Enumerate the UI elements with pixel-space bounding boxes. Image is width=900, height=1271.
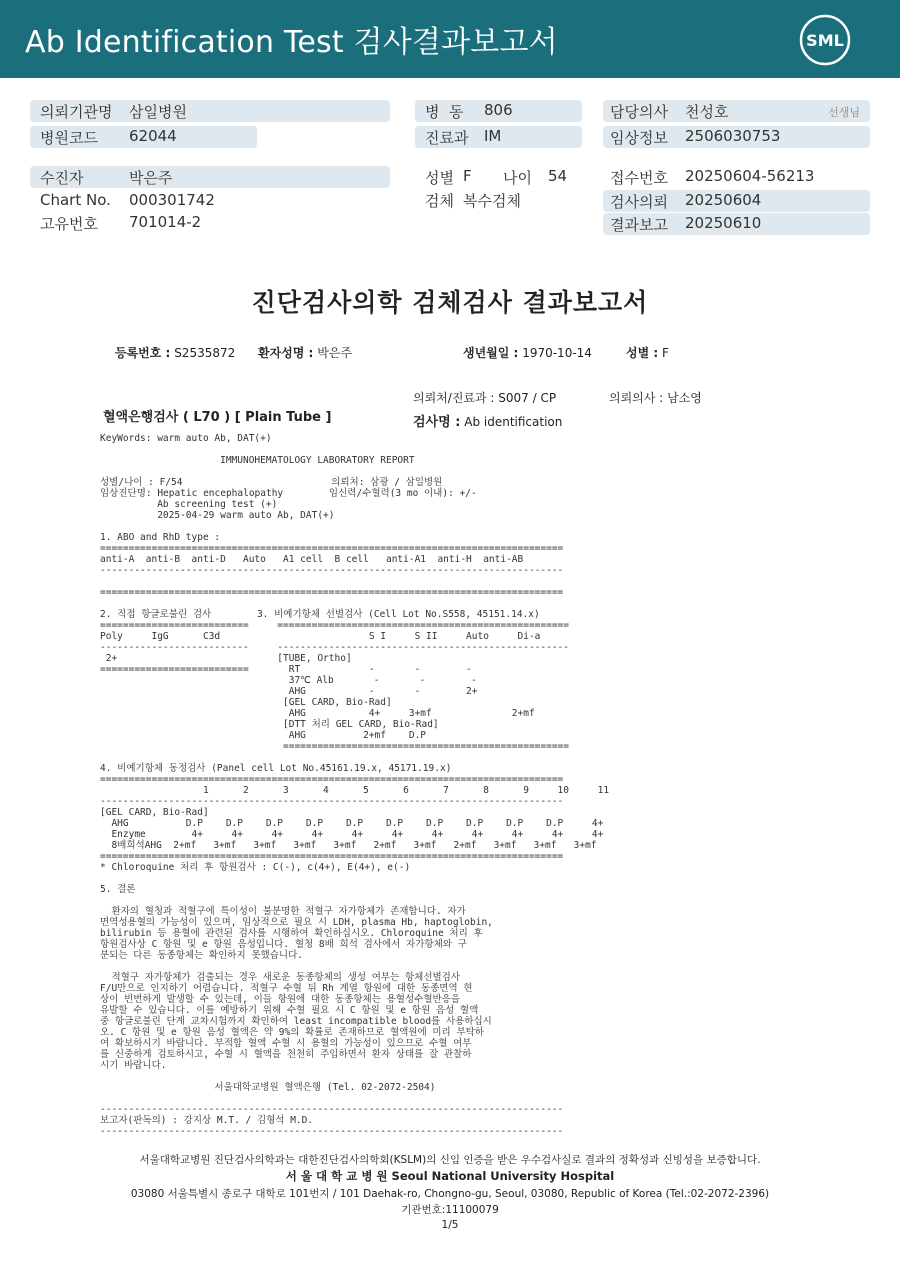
- sex-doc-label: 성별 :: [626, 346, 659, 360]
- report-line: =================================================================================: [100, 543, 564, 554]
- hospital-code-label: 병원코드: [40, 129, 98, 147]
- report-line: [100, 873, 609, 884]
- uid-value: 701014-2: [129, 213, 202, 231]
- doctor-line-value: 남소영: [667, 391, 702, 405]
- report-line: anti-A anti-B anti-D Auto A1 cell B cell anti-A1 anti-H anti-AB: [100, 554, 524, 565]
- footer-address: 03080 서울특별시 종로구 대학로 101번지 / 101 Daehak-ro, Chongno-gu, Seoul, 03080, Republic of Korea (Tel.:02-2072-2396): [130, 1188, 770, 1200]
- report-date-field: [603, 213, 870, 235]
- report-line: [GEL CARD, Bio-Rad]: [100, 807, 209, 818]
- report-line: ========================== RT - - -: [100, 664, 472, 675]
- report-line: [100, 961, 609, 972]
- clinical-label: 임상정보: [610, 129, 668, 147]
- report-line: [100, 1071, 609, 1082]
- report-line: 1 2 3 4 5 6 7 8 9 10 11: [100, 785, 610, 796]
- report-line: =================================================================================: [100, 774, 564, 785]
- sex-age-field: [415, 166, 582, 188]
- report-line: ---------------------------------------------------------------------------------: [100, 565, 564, 576]
- dept-line-value: S007 / CP: [498, 391, 557, 405]
- patient-value: 박은주: [129, 169, 173, 187]
- doctor-label: 담당의사: [610, 103, 668, 121]
- report-line: 상이 빈번하게 발생할 수 있는데, 이들 항원에 대한 동종항체는 용혈성수혈반응을: [100, 994, 461, 1005]
- report-line: [100, 466, 609, 477]
- page-number: 1/5: [441, 1219, 459, 1231]
- report-line: 서울대학교병원 혈액은행 (Tel. 02-2072-2504): [100, 1082, 436, 1093]
- report-line: 2. 직접 항글로불린 검사 3. 비예기항체 선별검사 (Cell Lot No.S558, 45151.14.x): [100, 609, 540, 620]
- report-line: 를 신중하게 검토하시고, 수혈 시 혈액을 천천히 주입하면서 환자 상태를 잘 관찰하: [100, 1049, 472, 1060]
- uid-field: [30, 212, 390, 234]
- receipt-label: 접수번호: [610, 169, 668, 187]
- report-line: ---------------------------------------------------------------------------------: [100, 796, 564, 807]
- request-value: 20250604: [685, 191, 762, 209]
- specimen-field: [415, 189, 582, 211]
- report-line: 항원검사상 C 항원 및 e 항원 음성입니다. 혈청 8배 희석 검사에서 자가항체와 구: [100, 939, 467, 950]
- report-line: Ab screening test (+): [100, 499, 278, 510]
- reg-value: S2535872: [174, 346, 236, 360]
- report-line: AHG 4+ 3+mf 2+mf: [100, 708, 535, 719]
- dob-line: [463, 344, 592, 361]
- test-name-label: 검사명 :: [413, 415, 461, 430]
- report-line: 1. ABO and RhD type :: [100, 532, 221, 543]
- ward-field: [415, 100, 582, 122]
- report-line: 4. 비예기항체 동정검사 (Panel cell Lot No.45161.19.x, 45171.19.x): [100, 763, 452, 774]
- chart-value: 000301742: [129, 191, 215, 209]
- sex-value: F: [463, 167, 472, 185]
- patient-line: [115, 344, 235, 361]
- report-body: [100, 433, 609, 1137]
- doctor-value: 천성호: [685, 103, 729, 121]
- report-line: [100, 444, 609, 455]
- report-line: AHG 2+mf D.P: [100, 730, 427, 741]
- hospital-code-value: 62044: [129, 127, 177, 145]
- report-line: 여 확보하시기 바랍니다. 부적합 혈액 수혈 시 용혈의 가능성이 있으므로 수혈 여부: [100, 1038, 472, 1049]
- report-line: 2025-04-29 warm auto Ab, DAT(+): [100, 510, 335, 521]
- report-line: 2+ [TUBE, Ortho]: [100, 653, 352, 664]
- report-line: ==================================================: [100, 741, 569, 752]
- report-line: =================================================================================: [100, 851, 564, 862]
- dept-value: IM: [484, 127, 502, 145]
- institution-value: 삼일병원: [129, 103, 187, 121]
- name-line: [258, 344, 352, 361]
- footer-institution-no: 기관번호:11100079: [401, 1204, 499, 1216]
- report-line: Enzyme 4+ 4+ 4+ 4+ 4+ 4+ 4+ 4+ 4+ 4+ 4+: [100, 829, 604, 840]
- report-line: AHG D.P D.P D.P D.P D.P D.P D.P D.P D.P D.P 4+: [100, 818, 604, 829]
- report-line: 시기 바랍니다.: [100, 1060, 167, 1071]
- specimen-value: 복수검체: [463, 192, 521, 210]
- report-line: IMMUNOHEMATOLOGY LABORATORY REPORT: [100, 455, 415, 466]
- sex-doc-value: F: [662, 346, 669, 360]
- dept-line-label: 의뢰처/진료과 :: [413, 391, 495, 405]
- name-label: 환자성명 :: [258, 346, 314, 360]
- dob-value: 1970-10-14: [522, 346, 592, 360]
- report-line: [100, 598, 609, 609]
- report-line: 분되는 다른 동종항체는 확인하지 못했습니다.: [100, 950, 303, 961]
- report-line: ---------------------------------------------------------------------------------: [100, 1126, 564, 1137]
- report-line: 8배희석AHG 2+mf 3+mf 3+mf 3+mf 3+mf 2+mf 3+mf 2+mf 3+mf 3+mf 3+mf: [100, 840, 597, 851]
- report-line: F/U만으로 인지하기 어렵습니다. 적혈구 수혈 뒤 Rh 계열 항원에 대한 동종면역 현: [100, 983, 473, 994]
- institution-label: 의뢰기관명: [40, 103, 113, 121]
- report-line: [100, 1093, 609, 1104]
- report-line: 면역성용혈의 가능성이 있으며, 임상적으로 필요 시 LDH, plasma Hb, haptoglobin,: [100, 917, 493, 928]
- reg-label: 등록번호 :: [115, 346, 171, 360]
- age-label: 나이: [503, 169, 532, 187]
- ward-label: 병 동: [425, 103, 464, 121]
- report-date-value: 20250610: [685, 214, 762, 232]
- doctor-line-label: 의뢰의사 :: [609, 391, 664, 405]
- chart-field: [30, 190, 390, 212]
- header-bar: [0, 0, 900, 78]
- report-line: * Chloroquine 처리 후 항원검사 : C(-), c(4+), E(4+), e(-): [100, 862, 411, 873]
- hospital-code-field: [30, 126, 257, 148]
- request-label: 검사의뢰: [610, 193, 668, 211]
- doctor-line: [609, 389, 702, 406]
- report-line: 유발할 수 있습니다. 이를 예방하기 위해 수혈 필요 시 C 항원 및 e 항원 음성 혈액: [100, 1005, 479, 1016]
- report-line: [100, 576, 609, 587]
- report-line: -------------------------- ---------------------------------------------------: [100, 642, 569, 653]
- chart-label: Chart No.: [40, 191, 111, 209]
- sml-logo-icon: [799, 14, 851, 66]
- patient-field: [30, 166, 390, 188]
- report-line: =================================================================================: [100, 587, 564, 598]
- specimen-label: 검체: [425, 192, 454, 210]
- report-line: KeyWords: warm auto Ab, DAT(+): [100, 433, 272, 444]
- patient-label: 수진자: [40, 169, 84, 187]
- report-line: [100, 752, 609, 763]
- request-field: [603, 190, 870, 212]
- report-line: [GEL CARD, Bio-Rad]: [100, 697, 392, 708]
- report-line: [100, 521, 609, 532]
- footer-hospital: 서 울 대 학 교 병 원 Seoul National University Hospital: [285, 1169, 615, 1183]
- report-line: 37℃ Alb - - -: [100, 675, 477, 686]
- name-value: 박은주: [317, 346, 352, 360]
- report-line: 오. C 항원 및 e 항원 음성 혈액은 약 9%의 확률로 존재하므로 혈액원에 미리 부탁하: [100, 1027, 484, 1038]
- footer-accreditation: 서울대학교병원 진단검사의학과는 대한진단검사의학회(KSLM)의 신임 인증을 받은 우수검사실로 결과의 정확성과 신빙성을 보증합니다.: [139, 1154, 761, 1166]
- svg-text:SML: SML: [806, 31, 844, 50]
- dob-label: 생년월일 :: [463, 346, 519, 360]
- doctor-field: [603, 100, 870, 122]
- report-line: Poly IgG C3d S I S II Auto Di-a: [100, 631, 541, 642]
- ward-value: 806: [484, 101, 513, 119]
- receipt-value: 20250604-56213: [685, 167, 815, 185]
- institution-field: [30, 100, 390, 122]
- page-title: Ab Identification Test 검사결과보고서: [25, 25, 558, 60]
- document-title: 진단검사의학 검체검사 결과보고서: [251, 288, 649, 317]
- report-line: [DTT 처리 GEL CARD, Bio-Rad]: [100, 719, 439, 730]
- clinical-field: [603, 126, 870, 148]
- report-line: [100, 895, 609, 906]
- report-line: 환자의 혈청과 적혈구에 특이성이 불분명한 적혈구 자가항체가 존재합니다. 자가: [100, 906, 466, 917]
- report-line: bilirubin 등 용혈에 관련된 검사를 시행하여 확인하십시오. Chloroquine 처리 후: [100, 928, 483, 939]
- report-line: 성별/나이 : F/54 의뢰처: 삼광 / 삼일병원: [100, 477, 443, 488]
- dept-label: 진료과: [425, 129, 469, 147]
- clinical-value: 2506030753: [685, 127, 781, 145]
- report-line: AHG - - 2+: [100, 686, 478, 697]
- sex-line: [626, 344, 669, 361]
- report-date-label: 결과보고: [610, 216, 668, 234]
- report-line: ---------------------------------------------------------------------------------: [100, 1104, 564, 1115]
- sex-label: 성별: [425, 169, 454, 187]
- report-line: 5. 결론: [100, 884, 136, 895]
- dept-line: [413, 389, 556, 406]
- report-line: 적혈구 자가항체가 검출되는 경우 새로운 동종항체의 생성 여부는 항체선별검사: [100, 972, 461, 983]
- dept-field: [415, 126, 582, 148]
- test-name-value: Ab identification: [464, 415, 563, 429]
- doctor-suffix: 선생님: [828, 106, 860, 119]
- report-line: 보고자(판독의) : 강지상 M.T. / 김형석 M.D.: [100, 1115, 314, 1126]
- test-name-line: [413, 411, 562, 430]
- exam-title: 혈액은행검사 ( L70 ) [ Plain Tube ]: [103, 410, 332, 425]
- report-line: 임상진단명: Hepatic encephalopathy 임신력/수혈력(3 mo 이내): +/-: [100, 488, 477, 499]
- age-value: 54: [548, 167, 568, 185]
- receipt-field: [603, 166, 870, 188]
- uid-label: 고유번호: [40, 215, 98, 233]
- report-line: 중 항글로불린 단계 교차시험까지 확인하여 least incompatible blood를 사용하십시: [100, 1016, 492, 1027]
- report-line: ========================== ===================================================: [100, 620, 569, 631]
